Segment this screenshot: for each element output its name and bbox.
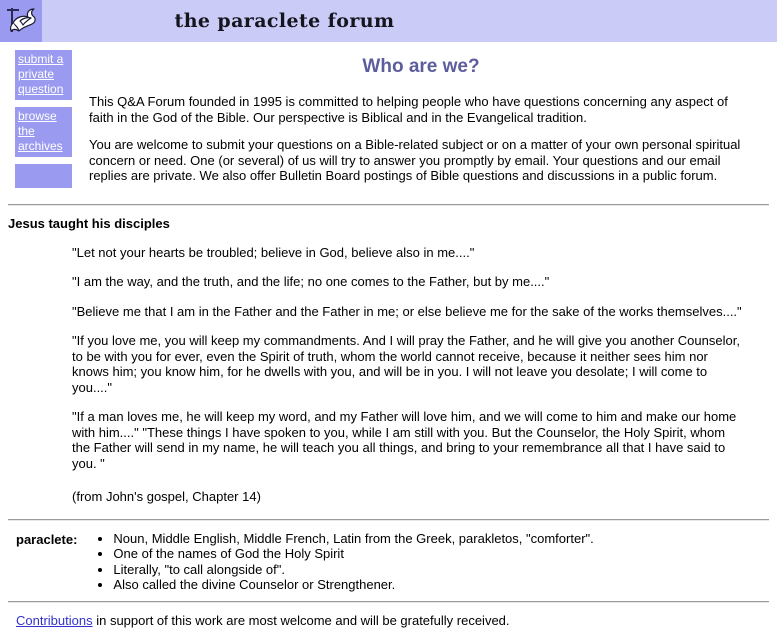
list-item: • Also called the divine Counselor or Strengthener. [113, 577, 593, 593]
divider-top [8, 204, 769, 206]
sidebar-item-spacer-box[interactable] [15, 164, 72, 188]
definition-list [91, 531, 593, 593]
page-title: Who are we? [362, 56, 480, 77]
scripture-quote: "Believe me that I am in the Father and the Father in me; or else believe me for the sake of the works themselves...." [72, 303, 742, 319]
sidebar-nav [0, 42, 73, 195]
scripture-section [0, 204, 777, 505]
main-content [73, 42, 777, 196]
divider-bottom [8, 601, 769, 603]
scripture-quote: "Let not your hearts be troubled; believe in God, believe also in me...." [72, 244, 475, 260]
divider-middle [8, 519, 769, 521]
list-item: • Literally, "to call alongside of". [113, 562, 593, 578]
site-logo[interactable] [0, 0, 42, 42]
paraclete-definition [8, 531, 769, 593]
scripture-quotes [72, 245, 745, 505]
footer-text-row [8, 613, 769, 628]
definition-section [0, 519, 777, 593]
scripture-attribution: (from John's gospel, Chapter 14) [72, 489, 261, 504]
sidebar-item-submit-private-question[interactable] [15, 50, 72, 100]
scripture-quote: "If you love me, you will keep my commandments. And I will pray the Father, and he will give you another Counselor, to be with you for ever, even the Spirit of truth, whom the world cannot receive, because it neither sees him nor knows him; you know him, for he dwells with you, and will be in you. I will not leave you desolate; I will come to you...." [72, 333, 740, 395]
list-item: • One of the names of God the Holy Spirit [113, 546, 593, 562]
scripture-quote: "If a man loves me, he will keep my word, and my Father will love him, and we will come to him and make our home with him...." "These things I have spoken to you, while I am still with you. But the Counselor, the Holy Spirit, whom the Father will send in my name, he will teach you all things, and bring to your remembrance all that I have said to you. " [72, 409, 737, 471]
contributions-link[interactable]: Contributions [16, 612, 93, 628]
intro-paragraph-1: This Q&A Forum founded in 1995 is committed to helping people who have questions concerning any aspect of faith in the God of the Bible. Our perspective is Biblical and in the Evangelical tradition. [89, 94, 728, 125]
dove-with-cross-icon [3, 4, 39, 38]
list-item: • Noun, Middle English, Middle French, Latin from the Greek, parakletos, "comforter". [113, 531, 593, 547]
site-title: the paraclete forum [174, 10, 395, 32]
page-columns [0, 42, 777, 196]
scripture-heading: Jesus taught his disciples [8, 215, 170, 231]
definition-term: paraclete: [16, 531, 78, 547]
sidebar-link-submit-private-question[interactable]: submit a private question [18, 52, 64, 96]
scripture-quote: "I am the way, and the truth, and the life; no one comes to the Father, but by me...." [72, 274, 550, 289]
sidebar-item-browse-archives[interactable] [15, 107, 72, 157]
intro-paragraph-2: You are welcome to submit your questions on a Bible-related subject or on a matter of your own personal spiritual concern or need. One (or several) of us will try to answer you promptly by email. Your questions and our email replies are private. We also offer Bulletin Board postings of Bible questions and discussions in a public forum. [89, 137, 741, 183]
page-footer [0, 601, 777, 628]
footer-text: in support of this work are most welcome and will be gratefully received. [92, 612, 510, 628]
sidebar-link-browse-archives[interactable]: browse the archives [18, 109, 63, 153]
site-masthead [0, 0, 777, 42]
